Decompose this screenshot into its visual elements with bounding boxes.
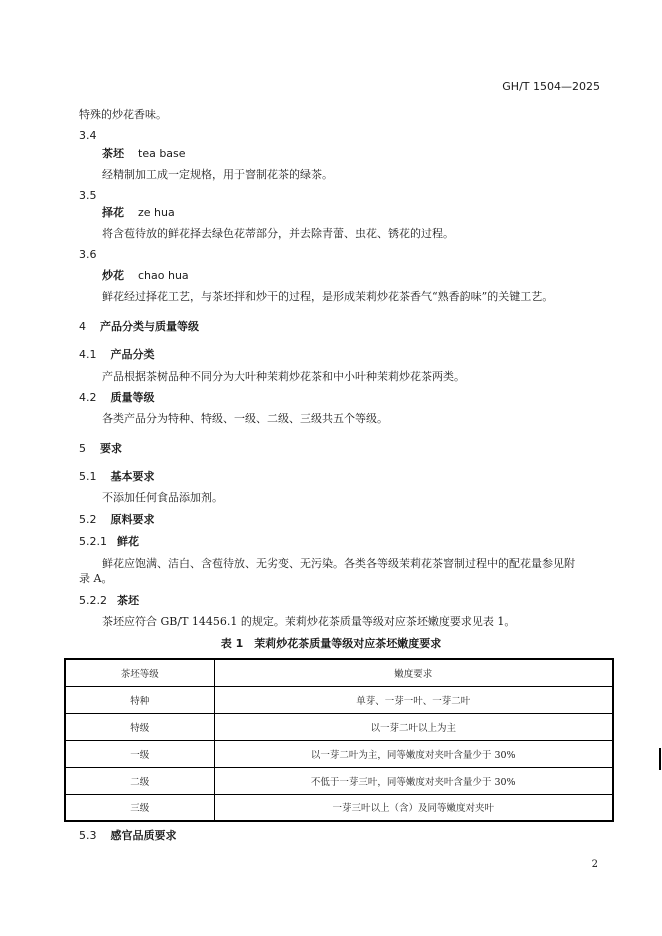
paragraph: 产品根据茶树品种不同分为大叶种茉莉炒花茶和中小叶种茉莉炒花茶两类。 [102, 370, 465, 383]
subsection-heading: 5.1 基本要求 [79, 470, 155, 483]
page-number: 2 [591, 859, 598, 870]
paragraph: 各类产品分为特种、特级、一级、二级、三级共五个等级。 [102, 412, 388, 425]
subsection-heading: 4.2 质量等级 [79, 391, 155, 404]
term-cn: 茶坯 [102, 147, 124, 160]
term-definition: 经精制加工成一定规格，用于窨制花茶的绿茶。 [102, 168, 333, 181]
term-definition: 将含苞待放的鲜花择去绿色花蒂部分，并去除青蕾、虫花、锈花的过程。 [102, 227, 454, 240]
tenderness-cell: 一芽三叶以上（含）及同等嫩度对夹叶 [214, 794, 613, 821]
grade-cell: 三级 [65, 794, 214, 821]
grade-cell: 特级 [65, 713, 214, 740]
grade-cell: 特种 [65, 686, 214, 713]
term-cn: 炒花 [102, 269, 124, 282]
paragraph: 茶坯应符合 GB/T 14456.1 的规定。茉莉炒花茶质量等级对应茶坯嫩度要求见表 1。 [102, 615, 516, 628]
grade-cell: 一级 [65, 740, 214, 767]
table-row [65, 767, 613, 794]
term-heading [102, 269, 189, 283]
term-number: 3.4 [79, 129, 97, 142]
text-cursor-marker [659, 748, 661, 770]
table-row [65, 686, 613, 713]
term-definition: 鲜花经过择花工艺，与茶坯拌和炒干的过程，是形成茉莉炒花茶香气“熟香韵味”的关键工艺。 [102, 290, 554, 303]
term-en: ze hua [138, 206, 175, 219]
subsection-heading: 5.2.1 鲜花 [79, 535, 139, 548]
paragraph: 鲜花应饱满、洁白、含苞待放、无劣变、无污染。各类各等级茉莉花茶窨制过程中的配花量参见附 [102, 557, 575, 570]
table-header-row [65, 659, 613, 686]
table-row [65, 740, 613, 767]
section-heading: 5 要求 [79, 442, 122, 455]
grade-table [64, 658, 614, 822]
subsection-heading: 5.2 原料要求 [79, 513, 155, 526]
term-en: chao hua [138, 269, 189, 282]
subsection-heading: 4.1 产品分类 [79, 348, 155, 361]
term-heading [102, 206, 175, 220]
tenderness-cell: 不低于一芽三叶，同等嫩度对夹叶含量少于 30% [214, 767, 613, 794]
continuation-text: 特殊的炒花香味。 [79, 108, 167, 121]
term-number: 3.5 [79, 189, 97, 202]
table-row [65, 794, 613, 821]
subsection-heading: 5.3 感官品质要求 [79, 829, 177, 842]
term-en: tea base [138, 147, 186, 160]
section-heading: 4 产品分类与质量等级 [79, 320, 199, 333]
subsection-heading: 5.2.2 茶坯 [79, 594, 139, 607]
table-header-cell: 茶坯等级 [65, 659, 214, 686]
term-heading [102, 147, 186, 161]
document-code: GH/T 1504—2025 [502, 80, 600, 93]
grade-cell: 二级 [65, 767, 214, 794]
table-header-cell: 嫩度要求 [214, 659, 613, 686]
table-row [65, 713, 613, 740]
term-number: 3.6 [79, 248, 97, 261]
term-cn: 择花 [102, 206, 124, 219]
paragraph: 录 A。 [79, 572, 113, 585]
table-caption: 表 1 茉莉炒花茶质量等级对应茶坯嫩度要求 [220, 637, 442, 650]
paragraph: 不添加任何食品添加剂。 [102, 491, 223, 504]
tenderness-cell: 单芽、一芽一叶、一芽二叶 [214, 686, 613, 713]
tenderness-cell: 以一芽二叶以上为主 [214, 713, 613, 740]
tenderness-cell: 以一芽二叶为主，同等嫩度对夹叶含量少于 30% [214, 740, 613, 767]
